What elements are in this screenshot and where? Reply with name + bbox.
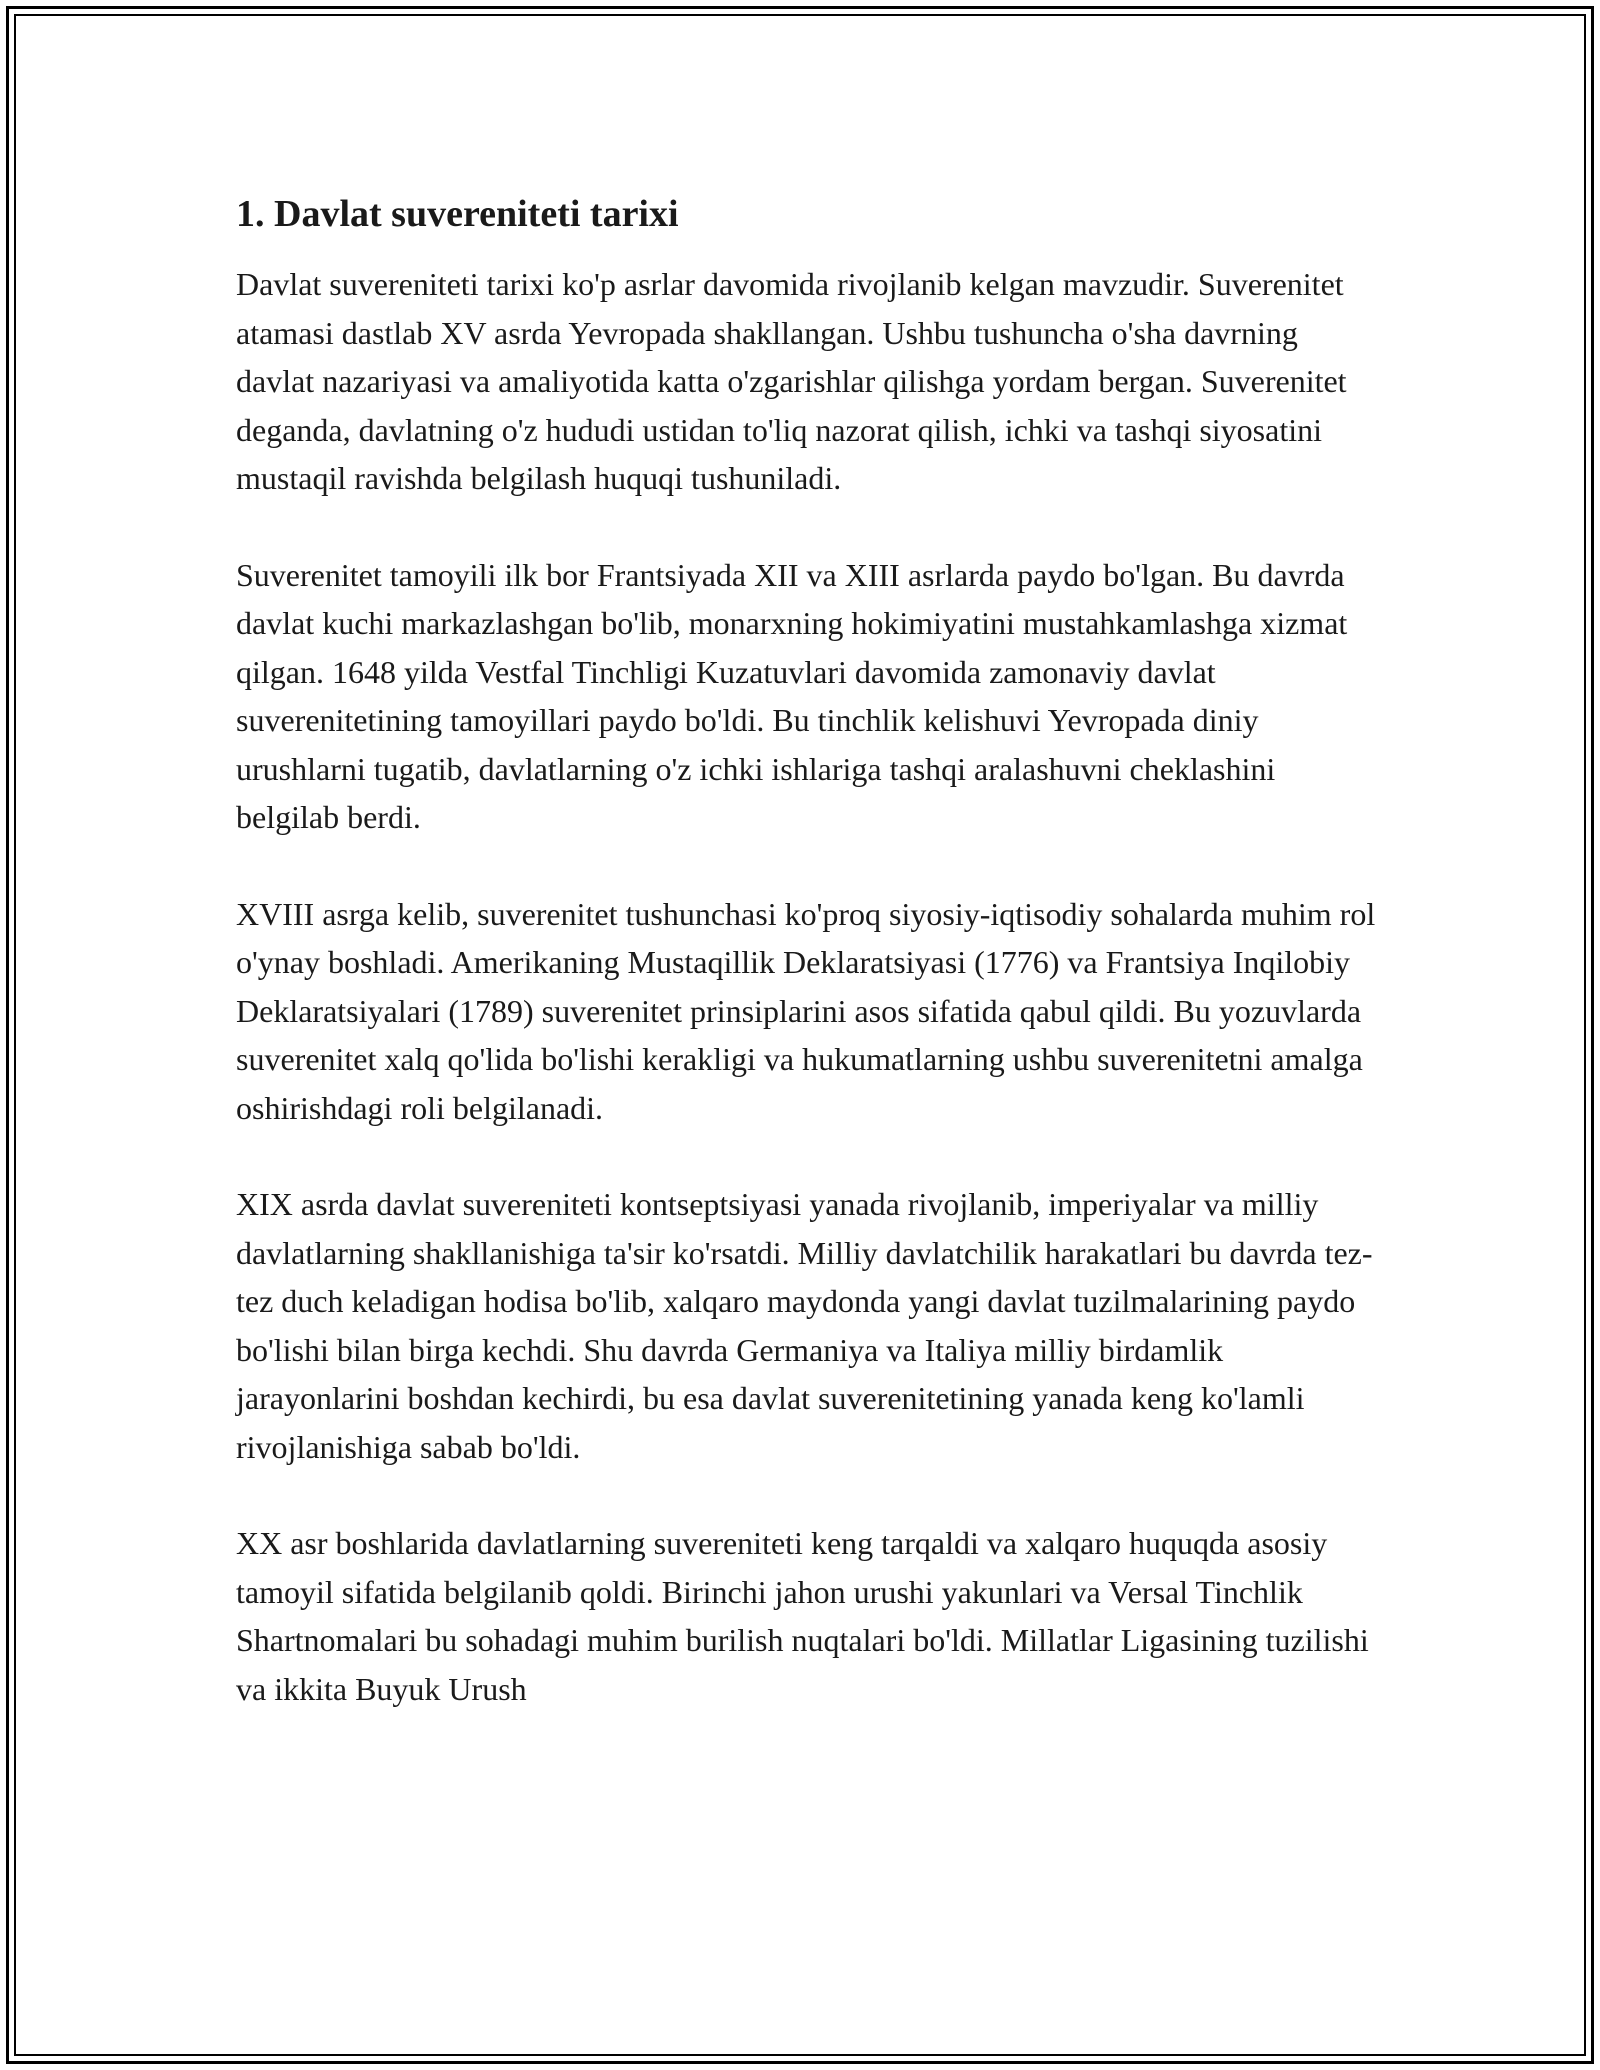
paragraph-1: Davlat suvereniteti tarixi ko'p asrlar davomida rivojlanib kelgan mavzudir. Suverenitet atamasi dastlab XV asrda Yevropada shakllangan. Ushbu tushuncha o'sha davrning davlat nazariyasi va amaliyotida katta o'zgarishlar qilishga yordam bergan. Suverenitet deganda, davlatning o'z hududi ustidan to'liq nazorat qilish, ichki va tashqi siyosatini mustaqil ravishda belgilash huquqi tushuniladi. (236, 266, 1347, 496)
document-body (236, 188, 1376, 1761)
paragraph-4: XIX asrda davlat suvereniteti kontseptsiyasi yanada rivojlanib, imperiyalar va milliy davlatlarning shakllanishiga ta'sir ko'rsatdi. Milliy davlatchilik harakatlari bu davrda tez-tez duch keladigan hodisa bo'lib, xalqaro maydonda yangi davlat tuzilmalarining paydo bo'lishi bilan birga kechdi. Shu davrda Germaniya va Italiya milliy birdamlik jarayonlarini boshdan kechirdi, bu esa davlat suverenitetining yanada keng ko'lamli rivojlanishiga sabab bo'ldi. (236, 1186, 1373, 1465)
paragraph-5: XX asr boshlarida davlatlarning suvereniteti keng tarqaldi va xalqaro huquqda asosiy tamoyil sifatida belgilanib qoldi. Birinchi jahon urushi yakunlari va Versal Tinchlik Shartnomalari bu sohadagi muhim burilish nuqtalari bo'ldi. Millatlar Ligasining tuzilishi va ikkita Buyuk Urush (236, 1525, 1369, 1707)
paragraph-3: XVIII asrga kelib, suverenitet tushunchasi ko'proq siyosiy-iqtisodiy sohalarda muhim rol o'ynay boshladi. Amerikaning Mustaqillik Deklaratsiyasi (1776) va Frantsiya Inqilobiy Deklaratsiyalari (1789) suverenitet prinsiplarini asos sifatida qabul qildi. Bu yozuvlarda suverenitet xalq qo'lida bo'lishi kerakligi va hukumatlarning ushbu suverenitetni amalga oshirishdagi roli belgilanadi. (236, 895, 1376, 1126)
section-heading: 1. Davlat suvereniteti tarixi (236, 193, 679, 235)
paragraph-2: Suverenitet tamoyili ilk bor Frantsiyada XII va XIII asrlarda paydo bo'lgan. Bu davrda davlat kuchi markazlashgan bo'lib, monarxning hokimiyatini mustahkamlashga xizmat qilgan. 1648 yilda Vestfal Tinchligi Kuzatuvlari davomida zamonaviy davlat suverenitetining tamoyillari paydo bo'ldi. Bu tinchlik kelishuvi Yevropada diniy urushlarni tugatib, davlatlarning o'z ichki ishlariga tashqi aralashuvni cheklashini belgilab berdi. (236, 556, 1348, 835)
